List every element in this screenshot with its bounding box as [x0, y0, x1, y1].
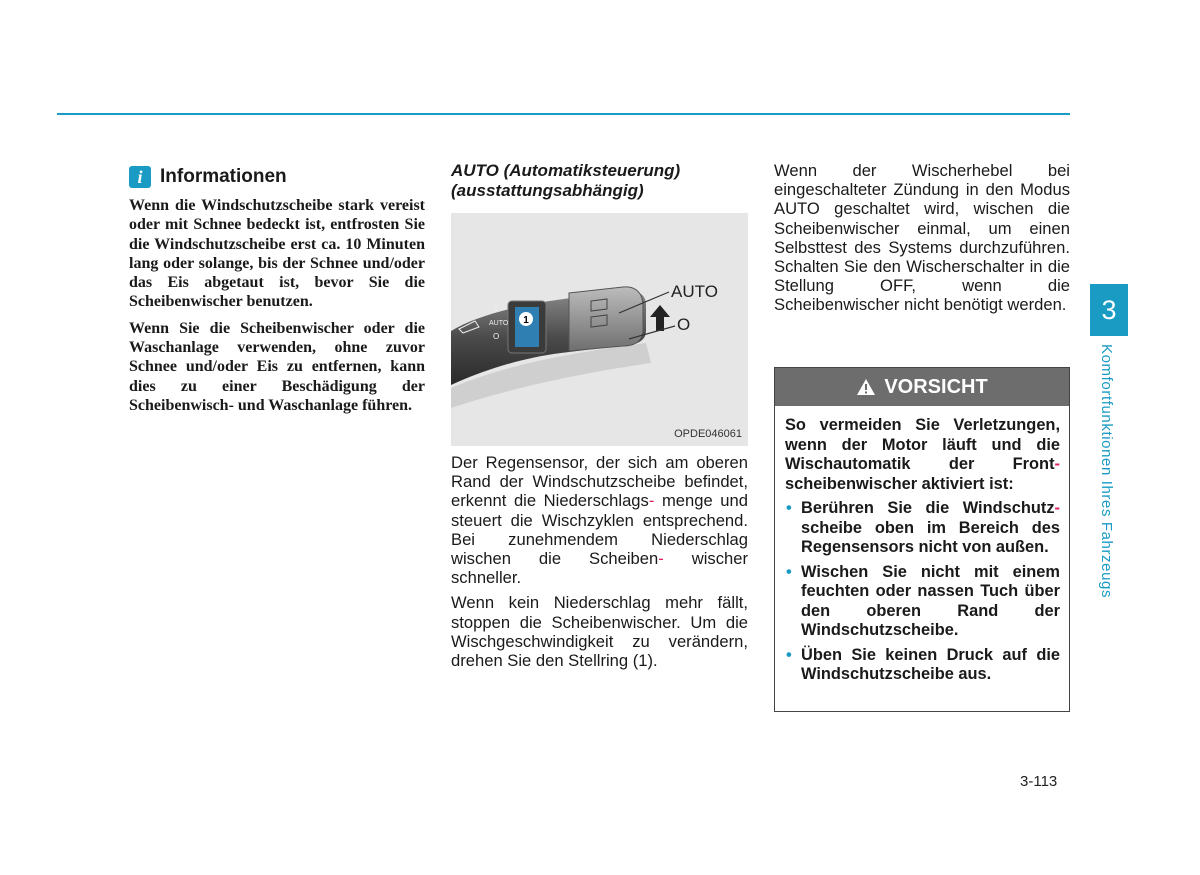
hyphen-mark: -	[1054, 455, 1060, 473]
figure-code: OPDE046061	[674, 428, 742, 440]
caution-item-3	[785, 646, 1060, 685]
self-test-paragraph: Wenn der Wischerhebel bei eingeschalteter Zündung in den Modus AUTO geschaltet wird, wischen die Scheibenwischer einmal, um einen Selbsttest des Systems durchzuführen. Schalten Sie den Wischerschalter in die Stellung OFF, wenn die Scheibenwischer nicht benötigt werden.	[774, 161, 1070, 315]
caution-item-3-text: Üben Sie keinen Druck auf die Windschutzscheibe aus.	[801, 645, 1060, 683]
bullet-icon: •	[786, 562, 792, 581]
bullet-icon: •	[786, 499, 792, 517]
caution-header	[775, 368, 1069, 406]
rain-sensor-paragraph	[451, 453, 748, 587]
caution-box	[774, 367, 1070, 712]
no-rain-paragraph: Wenn kein Niederschlag mehr fällt, stoppen die Scheibenwischer. Um die Wischgeschwindigkeit zu verändern, drehen Sie den Stellring (1).	[451, 593, 748, 671]
warning-triangle-icon	[856, 378, 876, 396]
caution-item-1-text-a: Berühren Sie die Windschutz	[801, 499, 1055, 517]
info-icon: i	[129, 166, 151, 188]
information-section	[129, 166, 425, 422]
chapter-tab: 3	[1090, 284, 1128, 336]
auto-section	[451, 161, 748, 676]
hyphen-mark: -	[658, 549, 664, 569]
information-title: Informationen	[160, 166, 287, 187]
caution-list	[785, 499, 1060, 685]
svg-text:AUTO: AUTO	[489, 320, 509, 327]
wiper-lever-illustration	[451, 213, 748, 446]
figure-label-o: O	[677, 315, 691, 334]
rain-sensor-text-2: menge und steuert die Wischzyklen entsprechend. Bei zunehmendem Niederschlag wischen die Scheiben	[451, 491, 748, 569]
figure-label-auto: AUTO	[671, 282, 718, 301]
auto-heading-line-2: (ausstattungsabhängig)	[451, 181, 644, 200]
information-paragraph-1: Wenn die Windschutzscheibe stark vereist oder mit Schnee bedeckt ist, entfrosten Sie die Windschutzscheibe erst ca. 10 Minuten lang oder solange, bis der Schnee und/oder das Eis abgetaut ist, bevor Sie die Scheibenwischer benutzen.	[129, 197, 425, 311]
rain-sensor-text-3: wischer schneller.	[451, 549, 748, 588]
chapter-side-label: Komfortfunktionen Ihres Fahrzeugs	[1098, 344, 1115, 599]
information-paragraph-2: Wenn Sie die Scheibenwischer oder die Waschanlage verwenden, ohne zuvor Schnee und/oder Eis zu entfernen, kann dies zu einer Beschädigung der Scheibenwisch- und Waschanlage führen.	[129, 319, 425, 414]
caution-item-2-text: Wischen Sie nicht mit einem feuchten oder nassen Tuch über den oberen Rand der Windschutzscheibe.	[801, 562, 1060, 639]
caution-item-1-text-b: scheibe oben im Bereich des Regensensors nicht von außen.	[801, 518, 1060, 556]
page-number: 3-113	[1020, 773, 1058, 790]
right-column	[774, 161, 1070, 321]
hyphen-mark: -	[648, 491, 655, 511]
caution-item-2	[785, 563, 1060, 641]
bullet-icon: •	[786, 645, 792, 664]
caution-body	[775, 406, 1069, 685]
caution-item-1	[785, 499, 1060, 558]
svg-text:2: 2	[493, 304, 498, 313]
svg-text:1: 1	[523, 315, 529, 326]
top-rule	[57, 113, 1070, 115]
information-header	[129, 166, 425, 188]
auto-heading	[451, 161, 748, 201]
caution-intro-text-1: So vermeiden Sie Verletzungen, wenn der Motor läuft und die Wischautomatik der Front	[785, 416, 1060, 473]
rain-sensor-text-1: Der Regensensor, der sich am oberen Rand der Windschutzscheibe befindet, erkennt die Niederschlags	[451, 453, 748, 511]
svg-text:O: O	[493, 332, 500, 341]
hyphen-mark: -	[1054, 499, 1060, 517]
auto-heading-line-1: AUTO (Automatiksteuerung)	[451, 161, 681, 180]
caution-intro	[785, 416, 1060, 494]
caution-title: VORSICHT	[884, 375, 988, 398]
wiper-lever-figure	[451, 213, 748, 446]
caution-intro-text-2: scheibenwischer aktiviert ist:	[785, 474, 1014, 493]
